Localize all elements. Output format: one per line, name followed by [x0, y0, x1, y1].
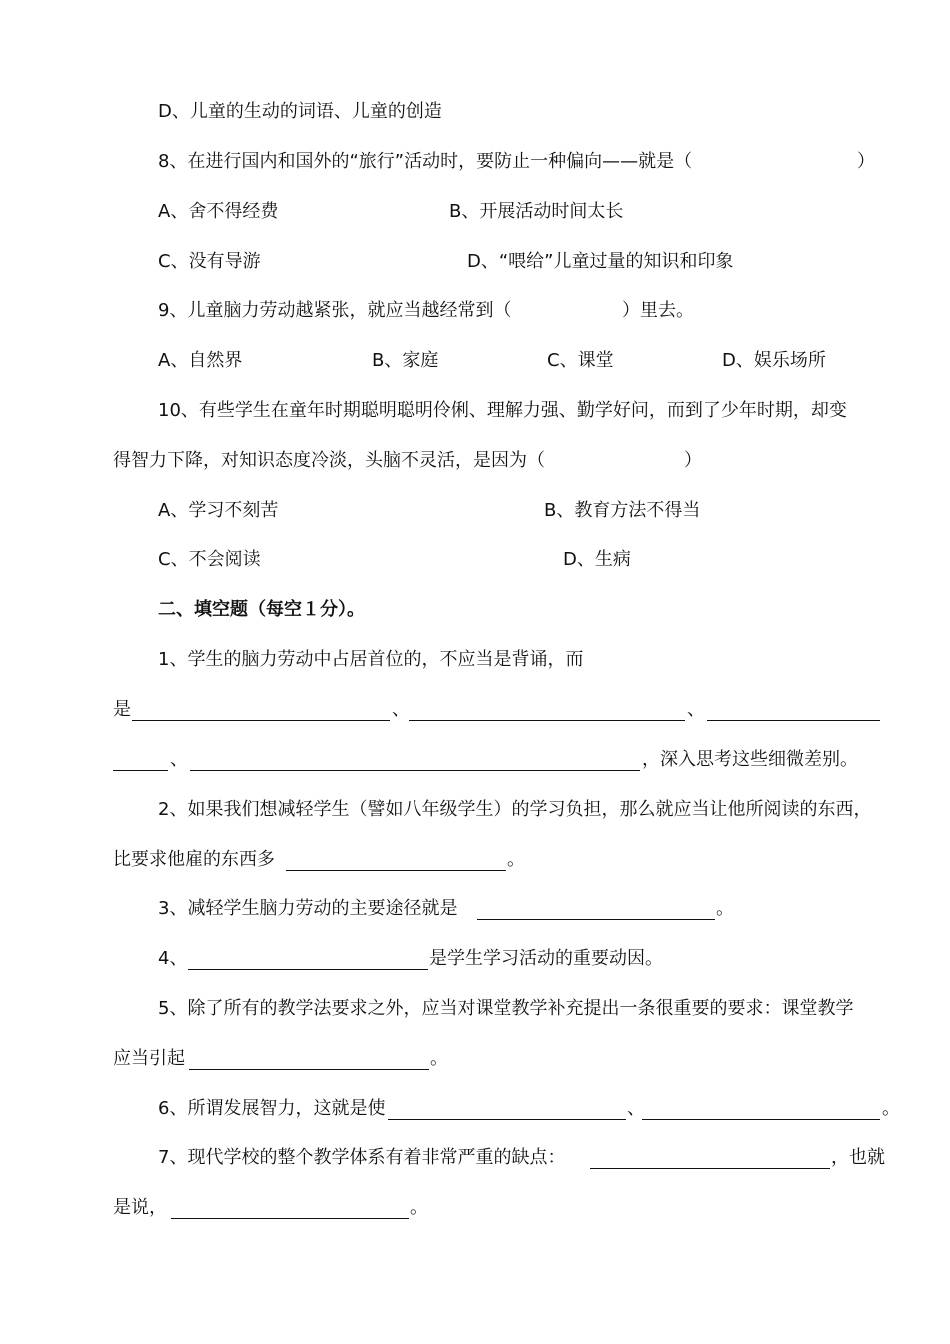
fill6-blank-1[interactable] [388, 1099, 626, 1120]
fill7-mid: ，也就 [831, 1147, 885, 1168]
q8-stem: 8、在进行国内和国外的“旅行”活动时，要防止一种偏向——就是（ [158, 151, 693, 172]
q10-option-a: A、学习不刻苦 [158, 500, 279, 521]
fill3-blank[interactable] [477, 899, 715, 920]
fill2-end: 。 [507, 849, 525, 870]
fill6-text: 6、所谓发展智力，这就是使 [158, 1098, 386, 1119]
q8-question [158, 149, 692, 175]
fill1-sep-2: 、 [687, 699, 705, 720]
fill1-blank-3-continued[interactable] [113, 750, 168, 771]
fill1-blank-4[interactable] [190, 750, 640, 771]
fill1-sep-1: 、 [392, 699, 410, 720]
fill4-blank[interactable] [188, 949, 428, 970]
q10-stem-line2: 得智力下降，对知识态度冷淡，头脑不灵活，是因为（ [113, 450, 545, 471]
fill2-blank[interactable] [286, 850, 506, 871]
fill7-line1: 7、现代学校的整个教学体系有着非常严重的缺点： [158, 1147, 566, 1168]
fill1-blank-3[interactable] [707, 700, 880, 721]
q10-option-b: B、教育方法不得当 [544, 500, 701, 521]
q9-close: ）里去。 [622, 300, 694, 321]
section-heading-fill-blanks: 二、填空题（每空１分）。 [158, 599, 365, 620]
q9-option-d: D、娱乐场所 [722, 350, 826, 371]
fill4-number: 4、 [158, 948, 188, 969]
fill1-sep-3: 、 [170, 749, 188, 770]
q8-close-paren: ） [857, 151, 875, 172]
fill6-end: 。 [882, 1098, 900, 1119]
fill1-line1: 1、学生的脑力劳动中占居首位的，不应当是背诵，而 [158, 649, 584, 670]
q9-option-b: B、家庭 [372, 350, 439, 371]
fill6-blank-2[interactable] [642, 1099, 880, 1120]
fill5-end: 。 [430, 1048, 448, 1069]
fill2-line1: 2、如果我们想减轻学生（譬如八年级学生）的学习负担，那么就应当让他所阅读的东西， [158, 799, 872, 820]
q8-option-d: D、“喂给”儿童过量的知识和印象 [467, 251, 734, 272]
fill4-text: 是学生学习活动的重要动因。 [429, 948, 663, 969]
q9-option-c: C、课堂 [547, 350, 614, 371]
q9-stem: 9、儿童脑力劳动越紧张，就应当越经常到（ [158, 300, 512, 321]
fill6-sep: 、 [627, 1098, 645, 1119]
fill2-line2: 比要求他雇的东西多 [113, 849, 275, 870]
fill1-blank-2[interactable] [409, 700, 685, 721]
q10-stem-line1: 10、有些学生在童年时期聪明聪明伶俐、理解力强、勤学好问，而到了少年时期，却变 [158, 400, 847, 421]
q10-option-c: C、不会阅读 [158, 549, 261, 570]
fill1-blank-1[interactable] [132, 700, 390, 721]
fill5-line2: 应当引起 [113, 1048, 185, 1069]
q8-option-a: A、舍不得经费 [158, 201, 279, 222]
fill3-end: 。 [716, 898, 734, 919]
fill7-line2: 是说， [113, 1197, 167, 1218]
fill5-line1: 5、除了所有的教学法要求之外，应当对课堂教学补充提出一条很重要的要求：课堂教学 [158, 998, 854, 1019]
q8-option-b: B、开展活动时间太长 [449, 201, 624, 222]
fill7-blank-1[interactable] [590, 1148, 830, 1169]
q10-close-paren: ） [684, 450, 702, 471]
fill7-blank-2[interactable] [171, 1198, 409, 1219]
fill5-blank[interactable] [189, 1049, 429, 1070]
q10-option-d: D、生病 [563, 549, 631, 570]
fill3-text: 3、减轻学生脑力劳动的主要途径就是 [158, 898, 458, 919]
fill1-tail: ，深入思考这些细微差别。 [642, 749, 858, 770]
fill1-is: 是 [113, 699, 131, 720]
q9-option-a: A、自然界 [158, 350, 243, 371]
q7-option-d: D、儿童的生动的词语、儿童的创造 [158, 101, 442, 122]
fill7-end: 。 [410, 1197, 428, 1218]
q8-option-c: C、没有导游 [158, 251, 261, 272]
